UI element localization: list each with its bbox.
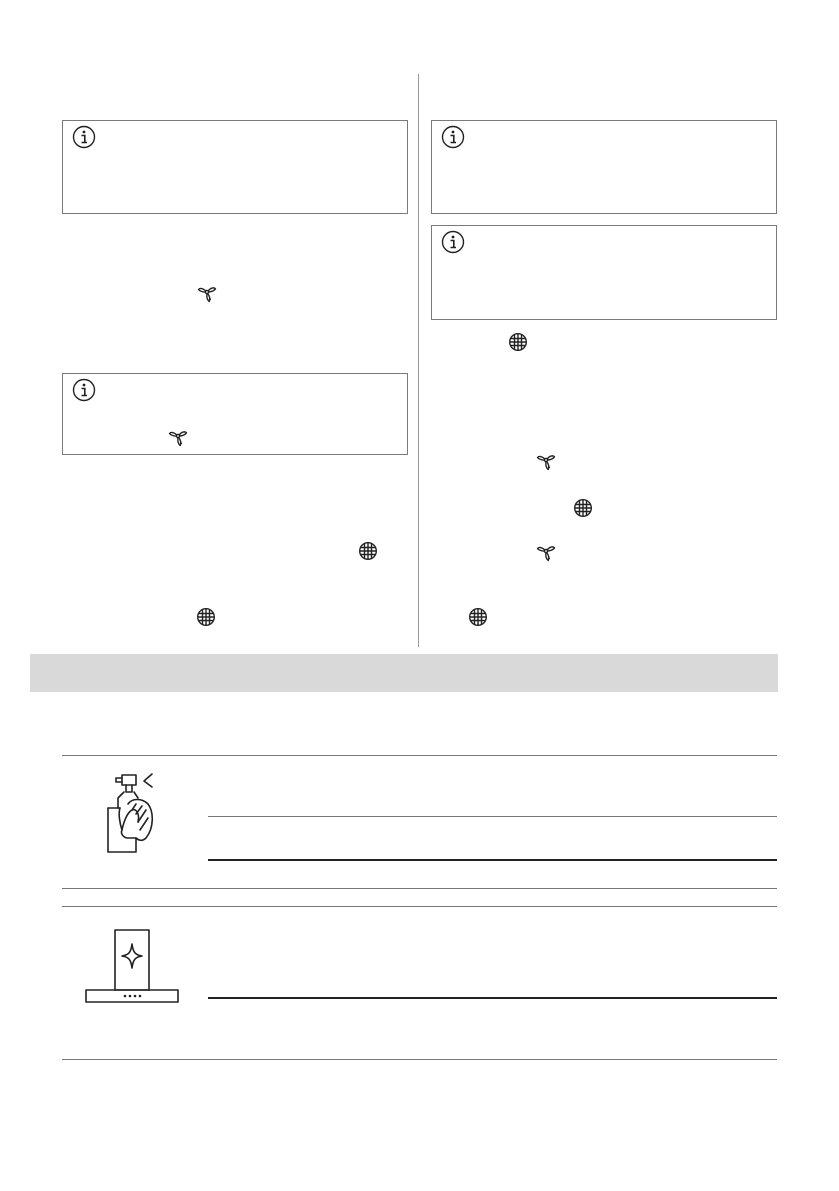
cooker-hood-sparkle-icon [84,928,180,1004]
grease-filter-grid-icon [573,498,593,518]
table-rule [62,906,777,907]
info-circle-icon [441,230,465,254]
info-circle-icon [72,378,96,402]
table-top-rule [62,755,777,756]
spray-and-cloth-cleaning-icon [98,768,158,854]
grease-filter-grid-icon [468,607,488,627]
info-note-box [62,120,408,214]
table-row-divider [208,997,777,999]
info-note-box [431,225,777,320]
grease-filter-grid-icon [358,541,378,561]
table-bottom-rule [62,1059,777,1060]
grease-filter-grid-icon [196,607,216,627]
table-row-divider [208,816,777,817]
fan-icon [196,282,218,304]
info-note-box [431,120,777,214]
section-heading-band [30,654,778,692]
info-note-box [62,373,408,455]
fan-icon [535,450,557,472]
table-rule [62,888,777,889]
grease-filter-grid-icon [508,332,528,352]
info-circle-icon [72,125,96,149]
fan-icon [535,541,557,563]
info-circle-icon [441,125,465,149]
fan-icon [167,426,189,448]
column-divider [418,74,419,647]
table-row-divider [208,859,777,861]
